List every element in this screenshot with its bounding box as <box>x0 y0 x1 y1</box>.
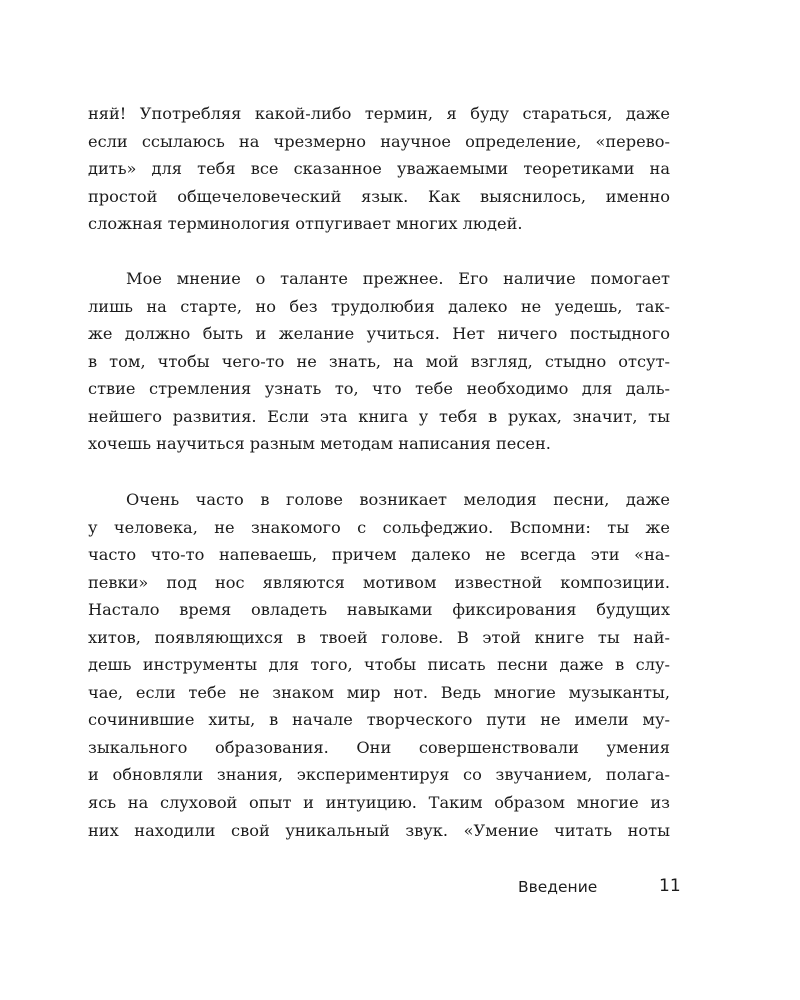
text-line: дешь инструменты для того, чтобы писать песни даже в слу- <box>88 655 670 675</box>
text-line: простой общечеловеческий язык. Как выяснилось, именно <box>88 186 670 206</box>
text-line: сложная терминология отпугивает многих людей. <box>88 214 523 234</box>
text-line: хочешь научиться разным методам написания песен. <box>88 434 551 454</box>
text-line: зыкального образования. Они совершенствовали умения <box>88 737 670 757</box>
text-line: и обновляли знания, экспериментируя со звучанием, полага- <box>88 765 670 785</box>
text-line: них находили свой уникальный звук. «Умение читать ноты <box>88 820 670 840</box>
text-line: Настало время овладеть навыками фиксирования будущих <box>88 600 670 620</box>
text-line: же должно быть и желание учиться. Нет ничего постыдного <box>88 324 670 344</box>
text-line: хитов, появляющихся в твоей голове. В этой книге ты най- <box>88 627 670 647</box>
text-line: чае, если тебе не знаком мир нот. Ведь многие музыканты, <box>88 682 670 702</box>
paragraph-1 <box>88 100 670 238</box>
text-line: Очень часто в голове возникает мелодия песни, даже <box>126 490 670 509</box>
text-line: няй! Употребляя какой-либо термин, я буду стараться, даже <box>88 104 670 123</box>
text-line: лишь на старте, но без трудолюбия далеко не уедешь, так- <box>88 296 670 316</box>
text-line: ствие стремления узнать то, что тебе необходимо для даль- <box>88 379 670 399</box>
running-footer-section: Введение <box>518 878 598 896</box>
text-line: певки» под нос являются мотивом известной композиции. <box>88 572 670 592</box>
text-line: часто что-то напеваешь, причем далеко не всегда эти «на- <box>88 545 670 565</box>
text-line: в том, чтобы чего-то не знать, на мой взгляд, стыдно отсут- <box>88 351 670 371</box>
paragraph-2 <box>88 265 670 458</box>
page-number: 11 <box>659 876 681 896</box>
text-line: если ссылаюсь на чрезмерно научное определение, «перево- <box>88 131 670 151</box>
text-line: ясь на слуховой опыт и интуицию. Таким образом многие из <box>88 793 670 813</box>
paragraph-3 <box>88 486 670 844</box>
text-line: у человека, не знакомого с сольфеджио. Вспомни: ты же <box>88 517 670 537</box>
text-line: сочинившие хиты, в начале творческого пути не имели му- <box>88 710 670 730</box>
text-line: Мое мнение о таланте прежнее. Его наличие помогает <box>126 269 670 288</box>
text-line: дить» для тебя все сказанное уважаемыми теоретиками на <box>88 159 670 179</box>
text-line: нейшего развития. Если эта книга у тебя в руках, значит, ты <box>88 406 670 426</box>
